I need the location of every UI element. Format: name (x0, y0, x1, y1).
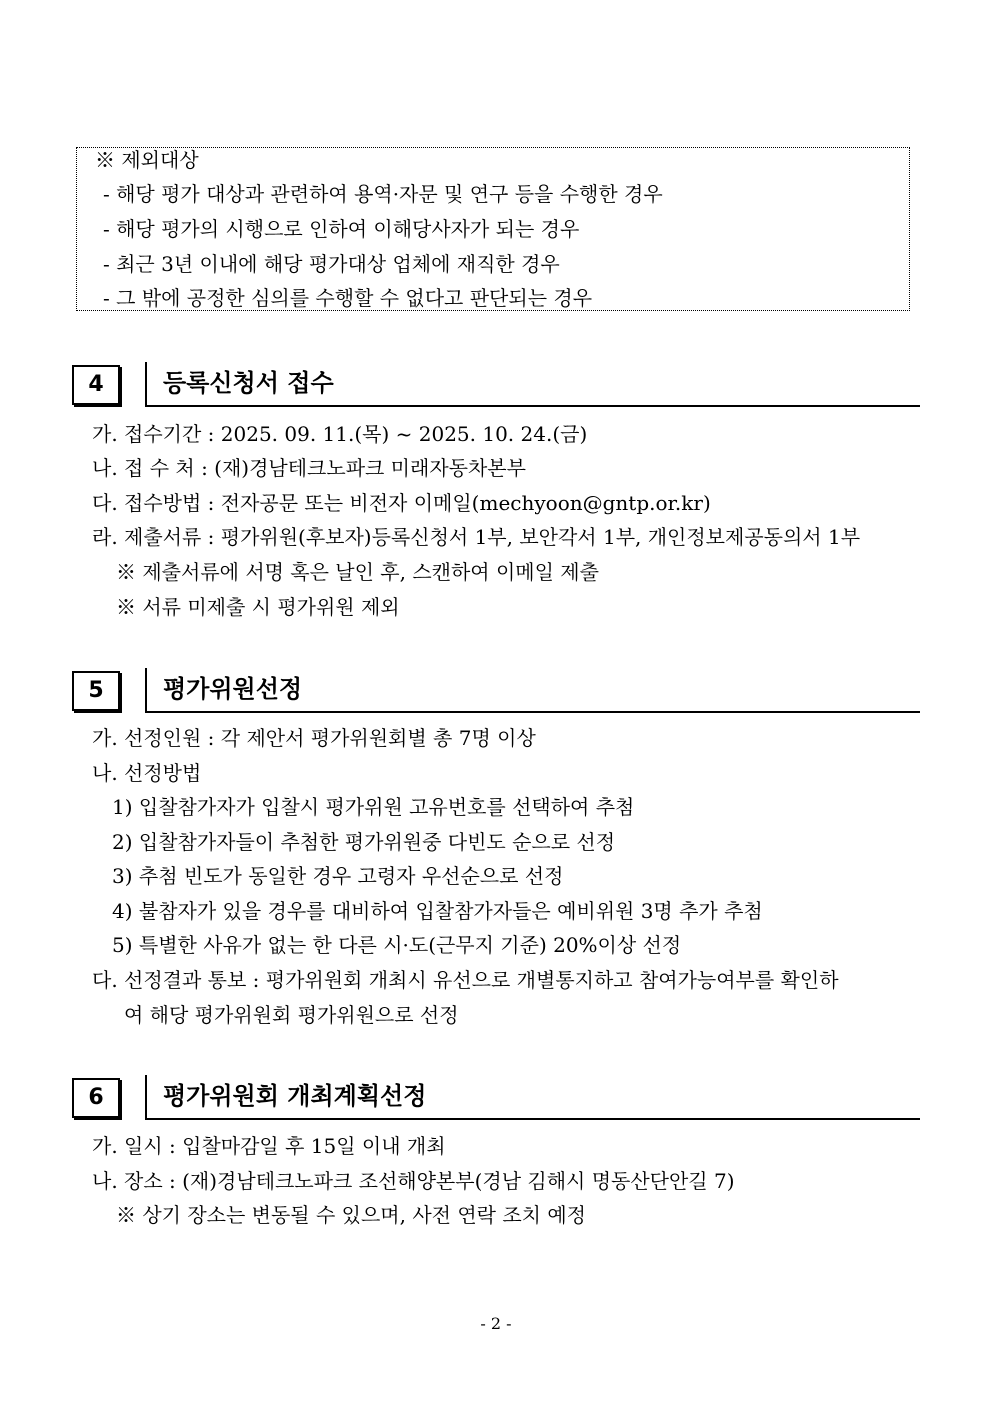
section-underline (145, 711, 920, 713)
section-number: 4 (72, 365, 120, 405)
exclusion-item: - 해당 평가의 시행으로 인하여 이해당사자가 되는 경우 (103, 217, 580, 241)
exclusion-title: ※ 제외대상 (95, 148, 199, 172)
exclusion-item: - 그 밖에 공정한 심의를 수행할 수 없다고 판단되는 경우 (103, 286, 593, 310)
text-line: 가. 선정인원 : 각 제안서 평가위원회별 총 7명 이상 (92, 726, 536, 750)
section-title: 평가위원선정 (163, 675, 303, 703)
text-line: 가. 접수기간 : 2025. 09. 11.(목) ~ 2025. 10. 24.(금) (92, 422, 588, 446)
section-underline (145, 1118, 920, 1120)
section-divider (145, 1075, 147, 1119)
section-divider (145, 668, 147, 712)
text-line: 가. 일시 : 입찰마감일 후 15일 이내 개최 (92, 1134, 446, 1158)
exclusion-item: - 해당 평가 대상과 관련하여 용역·자문 및 연구 등을 수행한 경우 (103, 182, 663, 206)
page-number: - 2 - (480, 1314, 512, 1333)
section-number: 5 (72, 671, 120, 711)
text-line: ※ 제출서류에 서명 혹은 날인 후, 스캔하여 이메일 제출 (116, 560, 599, 584)
section-underline (145, 405, 920, 407)
list-item: 2) 입찰참가자들이 추첨한 평가위원중 다빈도 순으로 선정 (112, 830, 616, 854)
section-title: 평가위원회 개최계획선정 (163, 1082, 427, 1110)
text-line: 여 해당 평가위원회 평가위원으로 선정 (124, 1003, 459, 1027)
text-line: ※ 서류 미제출 시 평가위원 제외 (116, 595, 400, 619)
list-item: 5) 특별한 사유가 없는 한 다른 시·도(근무지 기준) 20%이상 선정 (112, 933, 682, 957)
exclusion-note-box (76, 147, 910, 311)
text-line: 나. 선정방법 (92, 761, 202, 785)
text-line: 다. 접수방법 : 전자공문 또는 비전자 이메일(mechyoon@gntp.or.kr) (92, 491, 711, 515)
section-number: 6 (72, 1078, 120, 1118)
text-line: 라. 제출서류 : 평가위원(후보자)등록신청서 1부, 보안각서 1부, 개인정보제공동의서 1부 (92, 525, 861, 549)
list-item: 3) 추첨 빈도가 동일한 경우 고령자 우선순으로 선정 (112, 864, 564, 888)
text-line: ※ 상기 장소는 변동될 수 있으며, 사전 연락 조치 예정 (116, 1203, 586, 1227)
text-line: 다. 선정결과 통보 : 평가위원회 개최시 유선으로 개별통지하고 참여가능여부를 확인하 (92, 968, 839, 992)
list-item: 4) 불참자가 있을 경우를 대비하여 입찰참가자들은 예비위원 3명 추가 추첨 (112, 899, 763, 923)
section-title: 등록신청서 접수 (163, 369, 334, 397)
text-line: 나. 장소 : (재)경남테크노파크 조선해양본부(경남 김해시 명동산단안길 7) (92, 1169, 735, 1193)
exclusion-item: - 최근 3년 이내에 해당 평가대상 업체에 재직한 경우 (103, 252, 560, 276)
list-item: 1) 입찰참가자가 입찰시 평가위원 고유번호를 선택하여 추첨 (112, 795, 635, 819)
text-line: 나. 접 수 처 : (재)경남테크노파크 미래자동차본부 (92, 456, 526, 480)
section-divider (145, 362, 147, 406)
